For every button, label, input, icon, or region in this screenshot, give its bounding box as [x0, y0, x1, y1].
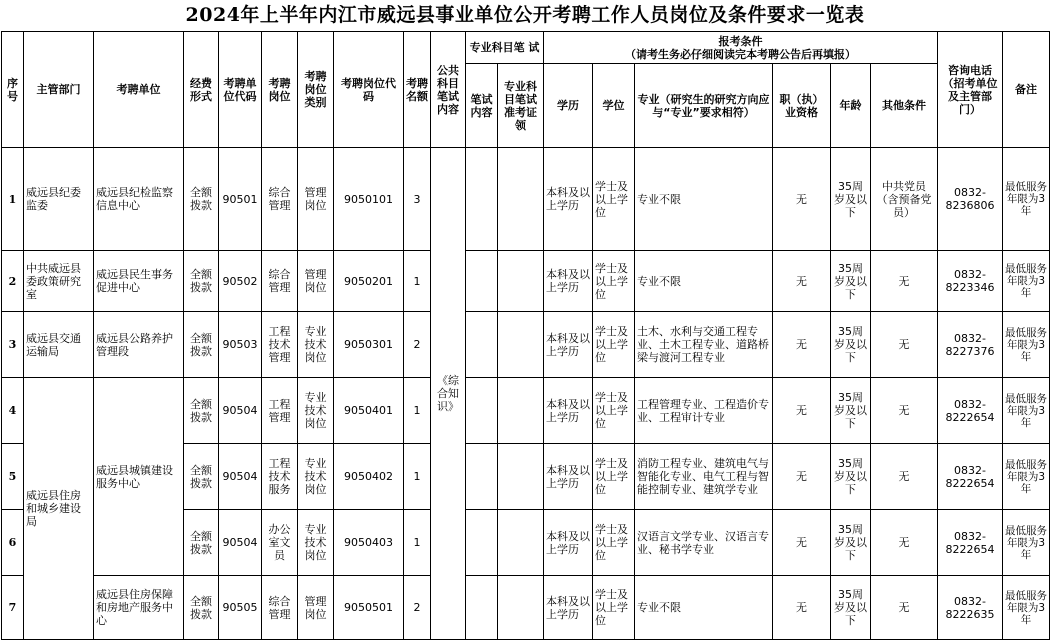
header-degree: 学位	[593, 64, 635, 148]
row-prof-ticket	[498, 378, 544, 444]
row-dept: 中共威远县委政策研究室	[24, 251, 94, 312]
row-index: 2	[2, 251, 24, 312]
row-prof-content	[466, 378, 498, 444]
row-post-type: 专业技术岗位	[298, 378, 334, 444]
row-unit: 威远县住房保障和房地产服务中心	[94, 576, 184, 640]
row-post-type: 管理岗位	[298, 148, 334, 251]
row-funding: 全额拨款	[184, 444, 219, 510]
row-unit: 威远县纪检监察信息中心	[94, 148, 184, 251]
row-post: 综合管理	[262, 251, 298, 312]
row-post: 综合管理	[262, 148, 298, 251]
row-edu: 本科及以上学历	[544, 312, 593, 378]
row-phone: 0832-8222654	[938, 510, 1003, 576]
header-phone: 咨询电话（招考单位及主管部门）	[938, 32, 1003, 148]
row-phone: 0832-8236806	[938, 148, 1003, 251]
row-post-code: 9050501	[334, 576, 404, 640]
row-remark: 最低服务年限为3年	[1003, 378, 1050, 444]
row-major: 工程管理专业、工程造价专业、工程审计专业	[635, 378, 773, 444]
row-age: 35周岁及以下	[831, 444, 871, 510]
row-other: 无	[871, 312, 938, 378]
row-unit-code: 90503	[219, 312, 262, 378]
header-unit: 考聘单位	[94, 32, 184, 148]
row-prof-content	[466, 312, 498, 378]
row-post: 综合管理	[262, 576, 298, 640]
header-quota: 考聘名额	[404, 32, 431, 148]
row-age: 35周岁及以下	[831, 312, 871, 378]
row-dept: 威远县交通运输局	[24, 312, 94, 378]
header-req-title: 报考条件	[718, 34, 763, 48]
row-age: 35周岁及以下	[831, 378, 871, 444]
header-post: 考聘岗位	[262, 32, 298, 148]
row-degree: 学士及以上学位	[593, 378, 635, 444]
row-post-code: 9050201	[334, 251, 404, 312]
row-post-type: 专业技术岗位	[298, 312, 334, 378]
row-unit-code: 90504	[219, 510, 262, 576]
row-qual: 无	[773, 251, 831, 312]
row-prof-ticket	[498, 148, 544, 251]
row-prof-content	[466, 148, 498, 251]
row-major: 专业不限	[635, 251, 773, 312]
row-post: 工程管理	[262, 378, 298, 444]
row-quota: 1	[404, 444, 431, 510]
row-age: 35周岁及以下	[831, 510, 871, 576]
header-prof-ticket: 专业科目笔试准考证领	[498, 64, 544, 148]
row-phone: 0832-8222635	[938, 576, 1003, 640]
row-age: 35周岁及以下	[831, 251, 871, 312]
header-req-note: （请考生务必仔细阅读完本考聘公告后再填报）	[625, 47, 857, 61]
row-post-type: 专业技术岗位	[298, 510, 334, 576]
row-index: 1	[2, 148, 24, 251]
row-post: 工程技术管理	[262, 312, 298, 378]
row-post-type: 管理岗位	[298, 576, 334, 640]
row-unit-code: 90504	[219, 378, 262, 444]
header-post-code: 考聘岗位代码	[334, 32, 404, 148]
row-funding: 全额拨款	[184, 312, 219, 378]
recruitment-table	[1, 31, 1050, 640]
public-exam-content: 《综合知识》	[431, 148, 466, 640]
row-edu: 本科及以上学历	[544, 510, 593, 576]
row-major: 土木、水利与交通工程专业、土木工程专业、道路桥梁与渡河工程专业	[635, 312, 773, 378]
row-major: 汉语言文学专业、汉语言专业、秘书学专业	[635, 510, 773, 576]
row-degree: 学士及以上学位	[593, 312, 635, 378]
row-remark: 最低服务年限为3年	[1003, 251, 1050, 312]
row-remark: 最低服务年限为3年	[1003, 510, 1050, 576]
row-unit: 威远县公路养护管理段	[94, 312, 184, 378]
row-quota: 2	[404, 312, 431, 378]
row-qual: 无	[773, 148, 831, 251]
row-prof-ticket	[498, 510, 544, 576]
table-row	[2, 312, 1050, 378]
row-degree: 学士及以上学位	[593, 251, 635, 312]
row-post-code: 9050403	[334, 510, 404, 576]
row-post-type: 管理岗位	[298, 251, 334, 312]
row-prof-ticket	[498, 312, 544, 378]
header-public-exam: 公共科目笔试内容	[431, 32, 466, 148]
row-edu: 本科及以上学历	[544, 444, 593, 510]
row-prof-content	[466, 510, 498, 576]
row-quota: 1	[404, 378, 431, 444]
row-qual: 无	[773, 312, 831, 378]
row-other: 无	[871, 444, 938, 510]
table-row	[2, 576, 1050, 640]
row-edu: 本科及以上学历	[544, 576, 593, 640]
header-unit-code: 考聘单位代码	[219, 32, 262, 148]
row-major: 专业不限	[635, 148, 773, 251]
row-post: 工程技术服务	[262, 444, 298, 510]
row-age: 35周岁及以下	[831, 576, 871, 640]
header-index: 序号	[2, 32, 24, 148]
row-remark: 最低服务年限为3年	[1003, 576, 1050, 640]
row-prof-content	[466, 444, 498, 510]
row-other: 无	[871, 576, 938, 640]
row-degree: 学士及以上学位	[593, 510, 635, 576]
row-prof-ticket	[498, 576, 544, 640]
row-edu: 本科及以上学历	[544, 148, 593, 251]
row-qual: 无	[773, 576, 831, 640]
row-unit-code: 90501	[219, 148, 262, 251]
row-post-code: 9050402	[334, 444, 404, 510]
row-other: 中共党员（含预备党员）	[871, 148, 938, 251]
row-quota: 1	[404, 251, 431, 312]
row-unit-code: 90504	[219, 444, 262, 510]
row-post-code: 9050401	[334, 378, 404, 444]
row-prof-ticket	[498, 444, 544, 510]
header-prof-content: 笔试内容	[466, 64, 498, 148]
header-remark: 备注	[1003, 32, 1050, 148]
row-remark: 最低服务年限为3年	[1003, 148, 1050, 251]
row-other: 无	[871, 510, 938, 576]
row-index: 6	[2, 510, 24, 576]
row-phone: 0832-8227376	[938, 312, 1003, 378]
table-row	[2, 251, 1050, 312]
row-funding: 全额拨款	[184, 148, 219, 251]
row-edu: 本科及以上学历	[544, 378, 593, 444]
row-index: 7	[2, 576, 24, 640]
row-phone: 0832-8222654	[938, 378, 1003, 444]
header-requirements	[544, 32, 938, 64]
row-post-code: 9050301	[334, 312, 404, 378]
row-dept: 威远县纪委监委	[24, 148, 94, 251]
row-index: 5	[2, 444, 24, 510]
row-prof-content	[466, 251, 498, 312]
row-funding: 全额拨款	[184, 510, 219, 576]
row-remark: 最低服务年限为3年	[1003, 444, 1050, 510]
row-edu: 本科及以上学历	[544, 251, 593, 312]
row-index: 4	[2, 378, 24, 444]
row-qual: 无	[773, 444, 831, 510]
row-unit-code: 90502	[219, 251, 262, 312]
row-remark: 最低服务年限为3年	[1003, 312, 1050, 378]
row-unit-code: 90505	[219, 576, 262, 640]
row-prof-ticket	[498, 251, 544, 312]
row-quota: 1	[404, 510, 431, 576]
row-other: 无	[871, 378, 938, 444]
row-other: 无	[871, 251, 938, 312]
row-post-type: 专业技术岗位	[298, 444, 334, 510]
row-funding: 全额拨款	[184, 576, 219, 640]
header-other: 其他条件	[871, 64, 938, 148]
row-phone: 0832-8223346	[938, 251, 1003, 312]
header-post-type: 考聘岗位类别	[298, 32, 334, 148]
table-row	[2, 378, 1050, 444]
row-major: 专业不限	[635, 576, 773, 640]
row-funding: 全额拨款	[184, 378, 219, 444]
header-funding: 经费形式	[184, 32, 219, 148]
row-phone: 0832-8222654	[938, 444, 1003, 510]
header-dept: 主管部门	[24, 32, 94, 148]
header-age: 年龄	[831, 64, 871, 148]
row-unit: 威远县城镇建设服务中心	[94, 378, 184, 576]
row-post: 办公室文员	[262, 510, 298, 576]
row-age: 35周岁及以下	[831, 148, 871, 251]
row-degree: 学士及以上学位	[593, 576, 635, 640]
row-prof-content	[466, 576, 498, 640]
header-edu: 学历	[544, 64, 593, 148]
row-unit: 威远县民生事务促进中心	[94, 251, 184, 312]
row-qual: 无	[773, 510, 831, 576]
row-qual: 无	[773, 378, 831, 444]
header-qual: 职（执）业资格	[773, 64, 831, 148]
table-row	[2, 148, 1050, 251]
row-post-code: 9050101	[334, 148, 404, 251]
row-funding: 全额拨款	[184, 251, 219, 312]
row-quota: 2	[404, 576, 431, 640]
row-degree: 学士及以上学位	[593, 444, 635, 510]
row-major: 消防工程专业、建筑电气与智能化专业、电气工程与智能控制专业、建筑学专业	[635, 444, 773, 510]
header-major: 专业（研究生的研究方向应与“专业”要求相符）	[635, 64, 773, 148]
row-index: 3	[2, 312, 24, 378]
row-quota: 3	[404, 148, 431, 251]
header-prof-exam: 专业科目笔 试	[466, 32, 544, 64]
page-title: 2024年上半年内江市威远县事业单位公开考聘工作人员岗位及条件要求一览表	[185, 4, 865, 26]
row-degree: 学士及以上学位	[593, 148, 635, 251]
row-dept: 威远县住房和城乡建设局	[24, 378, 94, 640]
